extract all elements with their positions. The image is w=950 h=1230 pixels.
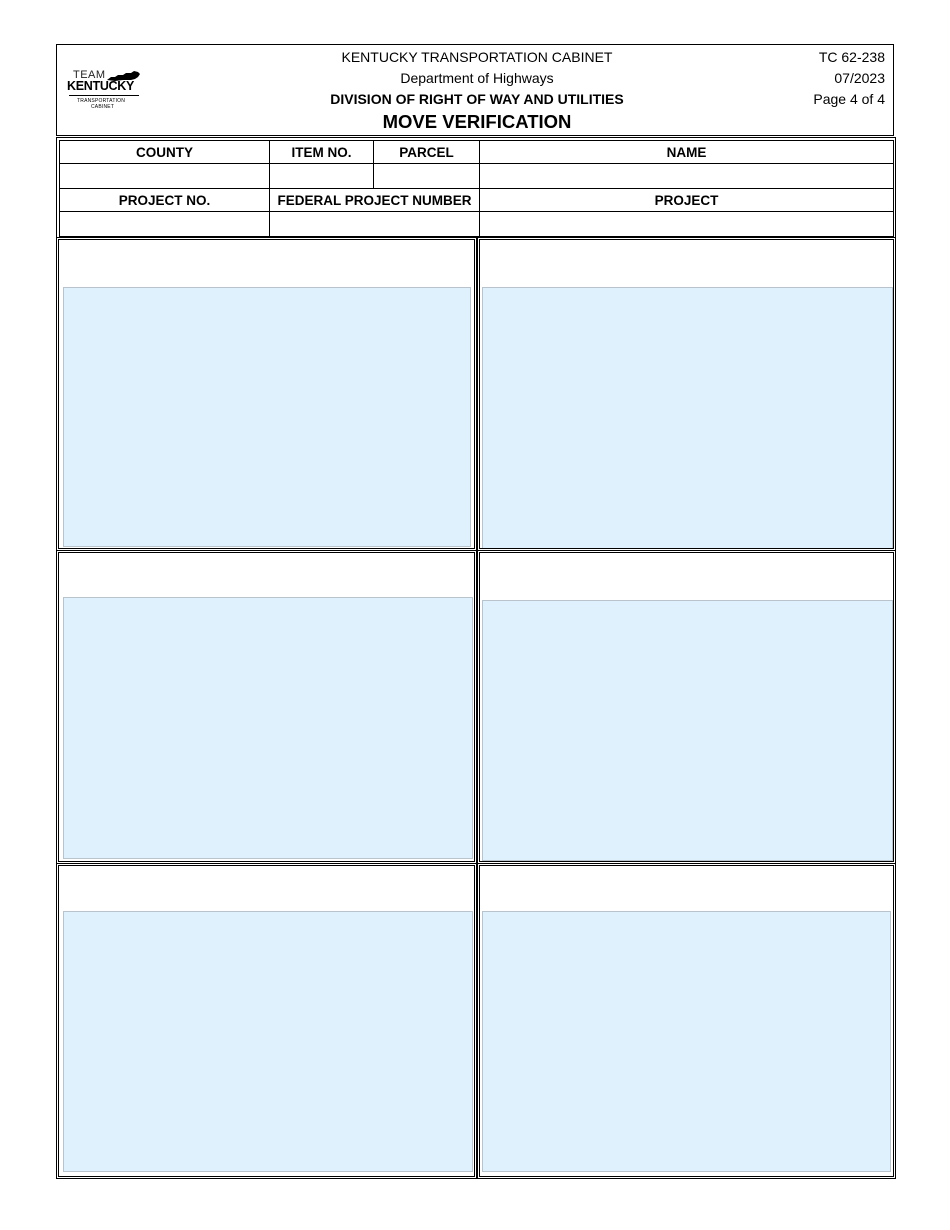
revision-date: 07/2023 [834, 70, 885, 86]
photo-caption-field[interactable] [486, 248, 887, 272]
project-field[interactable] [480, 212, 894, 237]
agency-name: KENTUCKY TRANSPORTATION CABINET [341, 49, 613, 65]
form-title: MOVE VERIFICATION [382, 111, 572, 132]
parcel-info-table [59, 140, 894, 237]
photo-placeholder-1[interactable] [63, 287, 471, 547]
item-no-label: ITEM NO. [270, 141, 374, 164]
logo-agency-line2: CABINET [91, 104, 115, 110]
photo-panel-4 [477, 550, 896, 864]
project-label: PROJECT [480, 189, 894, 212]
photo-placeholder-5[interactable] [63, 911, 473, 1172]
photo-caption-field[interactable] [65, 874, 468, 898]
logo-kentucky-text: KENTUCKY [67, 79, 135, 93]
county-label: COUNTY [60, 141, 270, 164]
logo-agency-line1: TRANSPORTATION [77, 98, 126, 104]
photo-panel-2 [477, 237, 896, 551]
photo-panel-6 [477, 863, 896, 1179]
parcel-field[interactable] [374, 164, 480, 189]
team-kentucky-logo [65, 67, 145, 111]
item-no-field[interactable] [270, 164, 374, 189]
form-number: TC 62-238 [818, 49, 885, 65]
project-no-label: PROJECT NO. [60, 189, 270, 212]
form-header [56, 44, 894, 136]
federal-project-number-field[interactable] [270, 212, 480, 237]
federal-project-number-label: FEDERAL PROJECT NUMBER [270, 189, 480, 212]
division-name: DIVISION OF RIGHT OF WAY AND UTILITIES [330, 91, 624, 107]
photo-placeholder-3[interactable] [63, 597, 473, 859]
county-field[interactable] [60, 164, 270, 189]
photo-caption-field[interactable] [486, 874, 887, 898]
project-no-field[interactable] [60, 212, 270, 237]
parcel-label: PARCEL [374, 141, 480, 164]
photo-placeholder-2[interactable] [482, 287, 893, 549]
photo-panel-3 [56, 550, 477, 864]
photo-caption-field[interactable] [486, 561, 887, 585]
photo-grid [56, 237, 896, 1179]
photo-caption-field[interactable] [65, 561, 468, 585]
logo-divider [69, 95, 139, 96]
logo-team-text: TEAM [73, 69, 106, 81]
parcel-info-section [56, 137, 896, 239]
photo-placeholder-6[interactable] [482, 911, 891, 1172]
page-indicator: Page 4 of 4 [813, 91, 885, 107]
photo-panel-5 [56, 863, 477, 1179]
photo-placeholder-4[interactable] [482, 600, 893, 861]
photo-caption-field[interactable] [65, 248, 468, 272]
name-field[interactable] [480, 164, 894, 189]
photo-panel-1 [56, 237, 477, 551]
name-label: NAME [480, 141, 894, 164]
department-name: Department of Highways [400, 70, 554, 86]
